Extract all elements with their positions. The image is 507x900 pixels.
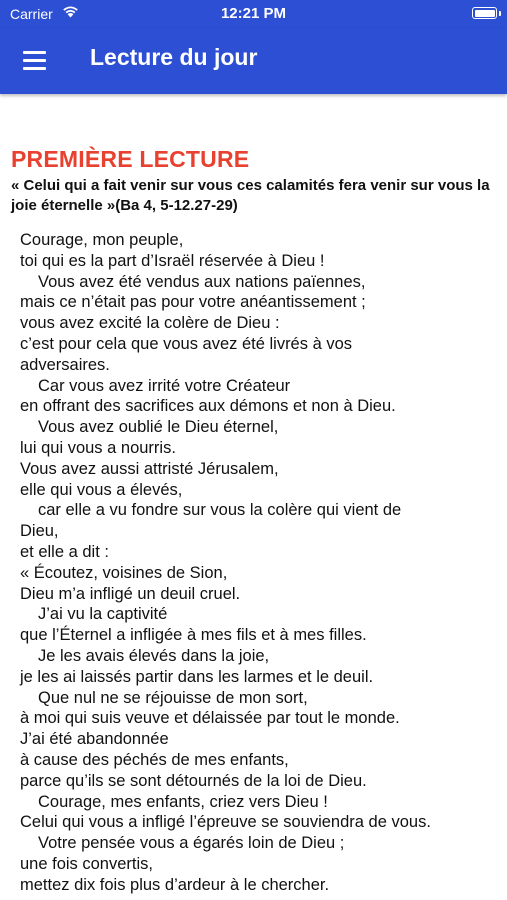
reading-line: mettez dix fois plus d’ardeur à le chercher. (20, 875, 330, 894)
reading-subtitle: « Celui qui a fait venir sur vous ces calamités fera venir sur vous la joie éternelle »(Ba 4, 5-12.27-29) (11, 177, 490, 214)
reading-line: Vous avez oublié le Dieu éternel, (38, 418, 279, 437)
reading-line: Vous avez été vendus aux nations païennes, (38, 272, 366, 291)
page-title: Lecture du jour (90, 44, 258, 70)
reading-line: J’ai été abandonnée (20, 730, 169, 749)
reading-text (20, 230, 504, 896)
app-bar (0, 28, 507, 94)
reading-line: une fois convertis, (20, 854, 153, 873)
reading-line: Dieu m’a infligé un deuil cruel. (20, 584, 241, 603)
reading-line: que l’Éternel a infligée à mes fils et à mes filles. (20, 626, 367, 645)
reading-line: lui qui vous a nourris. (20, 438, 176, 457)
reading-heading: PREMIÈRE LECTURE (11, 146, 250, 172)
reading-line: Car vous avez irrité votre Créateur (38, 376, 291, 395)
reading-line: Je les avais élevés dans la joie, (38, 646, 270, 665)
reading-line: elle qui vous a élevés, (20, 480, 183, 499)
status-time: 12:21 PM (220, 5, 287, 22)
reading-line: Dieu, (20, 522, 59, 541)
reading-line: adversaires. (20, 355, 110, 374)
reading-line: « Écoutez, voisines de Sion, (20, 563, 228, 582)
status-bar (0, 0, 507, 28)
reading-content[interactable] (0, 94, 507, 900)
hamburger-menu-icon[interactable] (16, 45, 52, 77)
reading-line: Courage, mes enfants, criez vers Dieu ! (38, 792, 328, 811)
reading-line: toi qui es la part d’Israël réservée à Dieu ! (20, 251, 325, 270)
battery-icon (472, 7, 497, 19)
reading-line: à cause des péchés de mes enfants, (20, 750, 289, 769)
reading-line: à moi qui suis veuve et délaissée par tout le monde. (20, 709, 400, 728)
reading-line: car elle a vu fondre sur vous la colère qui vient de (38, 501, 402, 520)
carrier-label: Carrier (10, 6, 53, 22)
reading-line: en offrant des sacrifices aux démons et non à Dieu. (20, 397, 396, 416)
reading-line: parce qu’ils se sont détournés de la loi de Dieu. (20, 771, 367, 790)
reading-line: Courage, mon peuple, (20, 231, 184, 249)
reading-line: Vous avez aussi attristé Jérusalem, (20, 459, 279, 478)
reading-line: vous avez excité la colère de Dieu : (20, 314, 280, 333)
reading-line: c’est pour cela que vous avez été livrés à vos (20, 334, 353, 353)
reading-line: Votre pensée vous a égarés loin de Dieu ; (38, 834, 345, 853)
reading-line: Que nul ne se réjouisse de mon sort, (38, 688, 308, 707)
reading-line: Celui qui vous a infligé l’épreuve se souviendra de vous. (20, 813, 431, 832)
battery-cap (499, 11, 501, 16)
reading-line: mais ce n’était pas pour votre anéantissement ; (20, 293, 366, 312)
reading-line: J’ai vu la captivité (38, 605, 168, 624)
reading-line: je les ai laissés partir dans les larmes et le deuil. (20, 667, 374, 686)
reading-line: et elle a dit : (20, 542, 109, 561)
